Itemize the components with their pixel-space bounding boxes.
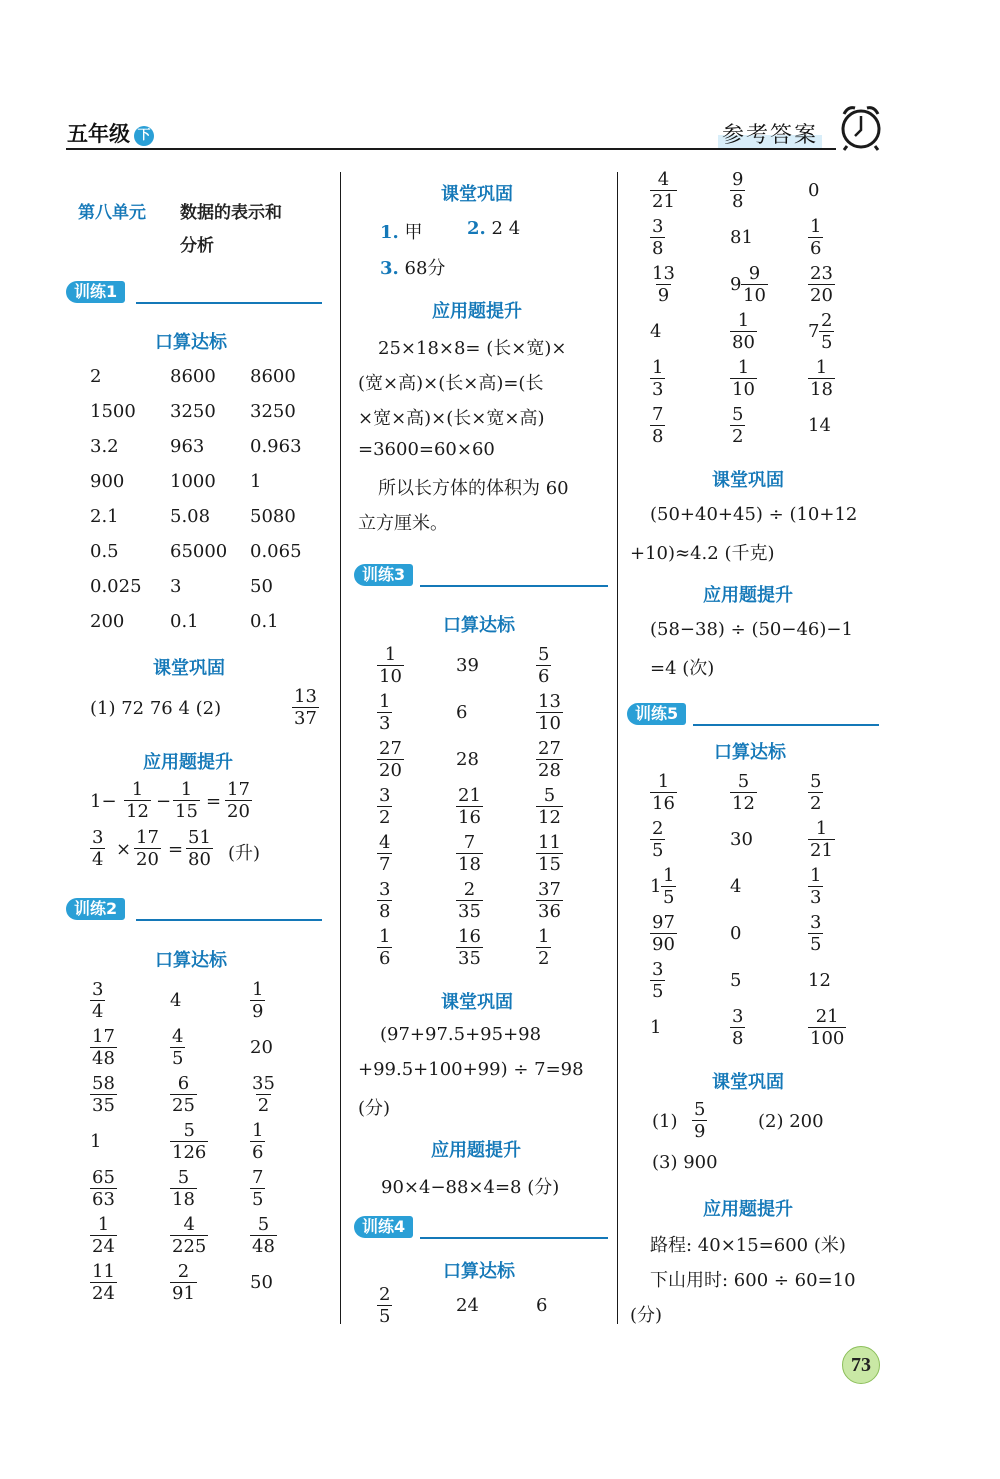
class5-fraction: $\frac{5}{9}$ (694, 1099, 706, 1142)
fraction: $\frac{7}{5}$ (252, 1167, 264, 1210)
fraction: $\frac{1}{2}$ (538, 926, 550, 969)
section-oral: 口算达标 (443, 615, 515, 636)
semester-badge: 下 (134, 126, 154, 146)
answer-value: 1000 (170, 471, 216, 492)
fraction: $\frac{3}{8}$ (732, 1006, 744, 1049)
math-symbol: × (116, 839, 132, 860)
fraction: $\frac{1}{10}$ (379, 644, 402, 687)
text-line: 下山用时: 600 ÷ 60=10 (650, 1270, 856, 1291)
training-2-header (66, 898, 322, 924)
fraction: $\frac{2}{5}$ (821, 310, 833, 353)
fraction: $\frac{6}{25}$ (172, 1073, 195, 1116)
text-line: 所以长方体的体积为 60 (378, 478, 569, 499)
fraction: $\frac{1}{21}$ (810, 818, 833, 861)
fraction: $\frac{3}{5}$ (810, 912, 822, 955)
answer-value: 1 (650, 1017, 662, 1038)
section-app: 应用题提升 (143, 752, 233, 773)
text-line: (分) (630, 1305, 663, 1326)
fraction: $\frac{35}{2}$ (252, 1073, 275, 1116)
text-line: (宽×高)×(长×高)=(长 (358, 373, 544, 394)
class-answer-text: (1) 72 76 4 (2) (90, 698, 222, 719)
section-oral: 口算达标 (155, 950, 227, 971)
fraction: $\frac{1}{6}$ (252, 1120, 264, 1163)
fraction: $\frac{1}{15}$ (175, 779, 198, 822)
text-line: (分) (358, 1098, 391, 1119)
answer-value: 81 (730, 227, 753, 248)
mixed-number-whole: 9 (730, 274, 742, 295)
fraction: $\frac{27}{20}$ (379, 738, 402, 781)
column-divider-2 (617, 172, 618, 1324)
answer-value: 3.2 (90, 436, 119, 457)
fraction: $\frac{3}{8}$ (379, 879, 391, 922)
training-tag: 训练4 (354, 1216, 413, 1238)
answer-value: 50 (250, 1272, 273, 1293)
answer-value: 0.025 (90, 576, 142, 597)
fraction: $\frac{2}{5}$ (652, 818, 664, 861)
answer-value: 2.1 (90, 506, 119, 527)
text-line: (50+40+45) ÷ (10+12 (650, 504, 858, 525)
answer-value: 5 (730, 970, 742, 991)
fraction: $\frac{11}{15}$ (538, 832, 561, 875)
fraction: $\frac{1}{6}$ (379, 926, 391, 969)
text-line: (97+97.5+95+98 (380, 1024, 542, 1045)
fraction: $\frac{2}{5}$ (379, 1284, 391, 1327)
training-tag: 训练3 (354, 564, 413, 586)
answer-value: 0.065 (250, 541, 302, 562)
fraction: $\frac{1}{10}$ (732, 357, 755, 400)
fraction: $\frac{27}{28}$ (538, 738, 561, 781)
answer-value: 28 (456, 749, 479, 770)
alarm-clock-icon (838, 102, 884, 152)
page-number: 73 (842, 1346, 880, 1384)
fraction: $\frac{65}{63}$ (92, 1167, 115, 1210)
math-symbol: = (206, 791, 222, 812)
fraction: $\frac{3}{5}$ (652, 959, 664, 1002)
fraction: $\frac{3}{4}$ (92, 979, 104, 1022)
answer-value: 4 (650, 321, 662, 342)
fraction: $\frac{1}{5}$ (663, 865, 675, 908)
fraction: $\frac{13}{9}$ (652, 263, 675, 306)
fraction: $\frac{17}{20}$ (136, 827, 159, 870)
training-4-header (354, 1216, 608, 1242)
answer-value: 5080 (250, 506, 296, 527)
fraction: $\frac{1}{18}$ (810, 357, 833, 400)
fraction: $\frac{5}{2}$ (732, 404, 744, 447)
class-answer-2: 2. 2 4 (467, 218, 521, 239)
fraction: $\frac{5}{12}$ (732, 771, 755, 814)
fraction: $\frac{5}{6}$ (538, 644, 550, 687)
answer-value: 200 (90, 611, 125, 632)
fraction: $\frac{21}{100}$ (810, 1006, 845, 1049)
fraction: $\frac{5}{2}$ (810, 771, 822, 814)
section-class: 课堂巩固 (153, 658, 225, 679)
answer-value: 0 (730, 923, 742, 944)
answer-value: 0.963 (250, 436, 302, 457)
fraction: $\frac{21}{16}$ (458, 785, 481, 828)
math-symbol: (升) (228, 843, 261, 864)
training-tag: 训练5 (627, 703, 686, 725)
class-answer-fraction: $\frac{13}{37}$ (294, 686, 317, 729)
answer-value: 39 (456, 655, 479, 676)
class5-item-1: (1) (652, 1111, 678, 1132)
fraction: $\frac{4}{21}$ (652, 169, 675, 212)
answer-value: 6 (536, 1295, 548, 1316)
answer-value: 50 (250, 576, 273, 597)
fraction: $\frac{1}{3}$ (379, 691, 391, 734)
answer-value: 24 (456, 1295, 479, 1316)
app-solution-3: 90×4−88×4=8 (分) (381, 1177, 560, 1198)
fraction: $\frac{3}{2}$ (379, 785, 391, 828)
math-symbol: 1− (90, 791, 117, 812)
fraction: $\frac{7}{8}$ (652, 404, 664, 447)
fraction: $\frac{16}{35}$ (458, 926, 481, 969)
answer-value: 4 (730, 876, 742, 897)
unit-label: 第八单元 (78, 203, 146, 223)
text-line: (58−38) ÷ (50−46)−1 (650, 619, 853, 640)
answer-value: 30 (730, 829, 753, 850)
answer-value: 65000 (170, 541, 228, 562)
text-line: +10)≈4.2 (千克) (630, 543, 775, 564)
answer-value: 1500 (90, 401, 136, 422)
answer-value: 1 (250, 471, 262, 492)
section-class: 课堂巩固 (712, 1072, 784, 1093)
text-line: 路程: 40×15=600 (米) (650, 1235, 846, 1256)
training-1-header (66, 281, 322, 307)
fraction: $\frac{51}{80}$ (188, 827, 211, 870)
answer-key-title: 参考答案 (718, 118, 822, 149)
training-tag: 训练1 (66, 281, 125, 303)
text-line: ×宽×高)×(长×宽×高) (358, 408, 545, 429)
header-rule (66, 148, 836, 150)
fraction: $\frac{5}{12}$ (538, 785, 561, 828)
section-app: 应用题提升 (432, 301, 522, 322)
fraction: $\frac{5}{126}$ (172, 1120, 207, 1163)
fraction: $\frac{37}{36}$ (538, 879, 561, 922)
answer-value: 0.5 (90, 541, 119, 562)
answer-value: 14 (808, 415, 831, 436)
answer-value: 5.08 (170, 506, 211, 527)
section-oral: 口算达标 (155, 332, 227, 353)
answer-value: 900 (90, 471, 125, 492)
fraction: $\frac{5}{48}$ (252, 1214, 275, 1257)
math-symbol: − (156, 791, 172, 812)
answer-value: 1 (90, 1131, 102, 1152)
training-3-header (354, 564, 608, 590)
text-line: +99.5+100+99) ÷ 7=98 (358, 1059, 584, 1080)
class-answer-3: 3. 68分 (380, 258, 446, 279)
fraction: $\frac{7}{18}$ (458, 832, 481, 875)
answer-value: 963 (170, 436, 205, 457)
fraction: $\frac{2}{91}$ (172, 1261, 195, 1304)
answer-value: 4 (170, 990, 182, 1011)
text-line: =3600=60×60 (358, 439, 495, 460)
fraction: $\frac{1}{9}$ (252, 979, 264, 1022)
fraction: $\frac{1}{80}$ (732, 310, 755, 353)
unit-title: 数据的表示和 (180, 203, 282, 223)
mixed-number-whole: 7 (808, 321, 820, 342)
class-answer-1: 1. 甲 (380, 222, 423, 243)
fraction: $\frac{17}{20}$ (227, 779, 250, 822)
unit-title-cont: 分析 (180, 236, 214, 256)
section-oral: 口算达标 (714, 742, 786, 763)
fraction: $\frac{9}{8}$ (732, 169, 744, 212)
fraction: $\frac{9}{10}$ (743, 263, 766, 306)
section-class: 课堂巩固 (441, 184, 513, 205)
fraction: $\frac{58}{35}$ (92, 1073, 115, 1116)
fraction: $\frac{1}{3}$ (810, 865, 822, 908)
answer-value: 20 (250, 1037, 273, 1058)
fraction: $\frac{97}{90}$ (652, 912, 675, 955)
section-oral: 口算达标 (443, 1261, 515, 1282)
fraction: $\frac{11}{24}$ (92, 1261, 115, 1304)
fraction: $\frac{3}{4}$ (92, 827, 104, 870)
fraction: $\frac{2}{35}$ (458, 879, 481, 922)
section-app: 应用题提升 (703, 1199, 793, 1220)
section-app: 应用题提升 (703, 585, 793, 606)
answer-value: 3250 (250, 401, 296, 422)
training-5-header (627, 703, 879, 729)
text-line: 立方厘米。 (358, 513, 448, 534)
fraction: $\frac{4}{7}$ (379, 832, 391, 875)
fraction: $\frac{3}{8}$ (652, 216, 664, 259)
training-tag: 训练2 (66, 898, 125, 920)
fraction: $\frac{4}{225}$ (172, 1214, 207, 1257)
answer-value: 0.1 (170, 611, 199, 632)
answer-value: 3250 (170, 401, 216, 422)
fraction: $\frac{1}{24}$ (92, 1214, 115, 1257)
fraction: $\frac{4}{5}$ (172, 1026, 184, 1069)
text-line: 25×18×8= (长×宽)× (378, 338, 567, 359)
section-class: 课堂巩固 (441, 992, 513, 1013)
grade-label: 五年级 下 (67, 118, 154, 148)
answer-value: 8600 (250, 366, 296, 387)
mixed-number-whole: 1 (650, 876, 662, 897)
fraction: $\frac{13}{10}$ (538, 691, 561, 734)
fraction: $\frac{5}{18}$ (172, 1167, 195, 1210)
math-symbol: = (168, 839, 184, 860)
answer-value: 0.1 (250, 611, 279, 632)
text-line: =4 (次) (650, 658, 715, 679)
answer-value: 2 (90, 366, 102, 387)
fraction: $\frac{1}{3}$ (652, 357, 664, 400)
answer-value: 0 (808, 180, 820, 201)
answer-value: 12 (808, 970, 831, 991)
fraction: $\frac{1}{6}$ (810, 216, 822, 259)
class5-item-3: (3) 900 (652, 1152, 718, 1173)
answer-value: 6 (456, 702, 468, 723)
class5-item-2: (2) 200 (758, 1111, 824, 1132)
fraction: $\frac{1}{16}$ (652, 771, 675, 814)
answer-value: 8600 (170, 366, 216, 387)
fraction: $\frac{23}{20}$ (810, 263, 833, 306)
column-divider-1 (340, 172, 341, 1324)
fraction: $\frac{1}{12}$ (126, 779, 149, 822)
section-class: 课堂巩固 (712, 470, 784, 491)
section-app: 应用题提升 (431, 1140, 521, 1161)
answer-value: 3 (170, 576, 182, 597)
fraction: $\frac{17}{48}$ (92, 1026, 115, 1069)
